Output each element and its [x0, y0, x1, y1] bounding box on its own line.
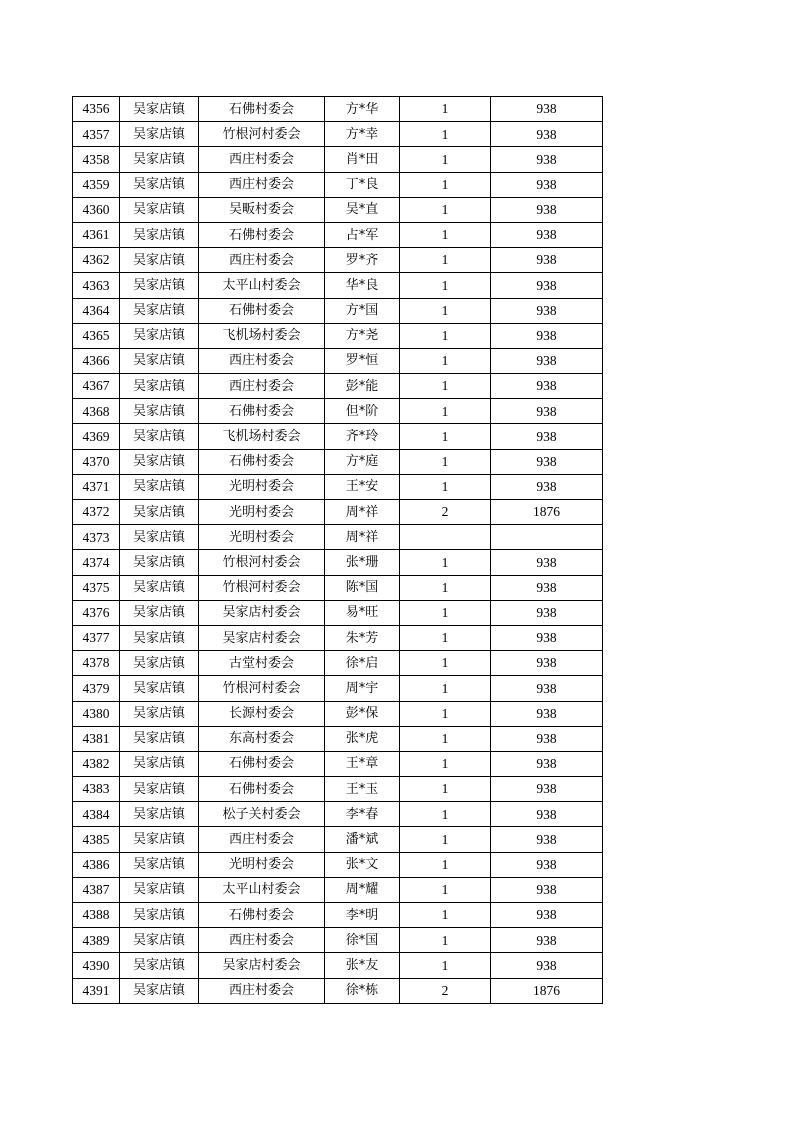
cell-count: 1: [400, 122, 491, 147]
table-row: [73, 449, 603, 474]
cell-count: 1: [400, 777, 491, 802]
cell-name: 丁*良: [325, 172, 400, 197]
table-row: [73, 903, 603, 928]
cell-id: 4366: [73, 348, 120, 373]
cell-count: 1: [400, 676, 491, 701]
cell-town: 吴家店镇: [120, 172, 199, 197]
cell-village: 竹根河村委会: [199, 676, 325, 701]
data-table: [72, 96, 603, 1004]
cell-name: 肖*田: [325, 147, 400, 172]
cell-town: 吴家店镇: [120, 323, 199, 348]
cell-id: 4390: [73, 953, 120, 978]
cell-amount: 938: [491, 298, 603, 323]
cell-name: 李*明: [325, 903, 400, 928]
cell-town: 吴家店镇: [120, 449, 199, 474]
cell-id: 4385: [73, 827, 120, 852]
table-row: [73, 273, 603, 298]
cell-amount: 938: [491, 751, 603, 776]
cell-village: 西庄村委会: [199, 827, 325, 852]
cell-id: 4356: [73, 97, 120, 122]
cell-name: 罗*恒: [325, 348, 400, 373]
cell-town: 吴家店镇: [120, 474, 199, 499]
cell-town: 吴家店镇: [120, 197, 199, 222]
cell-town: 吴家店镇: [120, 701, 199, 726]
cell-id: 4371: [73, 474, 120, 499]
cell-count: 1: [400, 197, 491, 222]
cell-id: 4360: [73, 197, 120, 222]
cell-count: 1: [400, 298, 491, 323]
cell-count: 1: [400, 751, 491, 776]
cell-count: 1: [400, 903, 491, 928]
cell-id: 4373: [73, 525, 120, 550]
cell-town: 吴家店镇: [120, 550, 199, 575]
cell-id: 4380: [73, 701, 120, 726]
cell-id: 4389: [73, 928, 120, 953]
cell-amount: 938: [491, 903, 603, 928]
cell-name: 潘*斌: [325, 827, 400, 852]
table-row: [73, 827, 603, 852]
cell-count: 2: [400, 500, 491, 525]
cell-name: 王*玉: [325, 777, 400, 802]
cell-town: 吴家店镇: [120, 525, 199, 550]
cell-count: 1: [400, 827, 491, 852]
cell-amount: 938: [491, 928, 603, 953]
cell-amount: 938: [491, 147, 603, 172]
cell-count: 1: [400, 374, 491, 399]
cell-count: [400, 525, 491, 550]
cell-village: 飞机场村委会: [199, 424, 325, 449]
cell-name: 易*旺: [325, 600, 400, 625]
cell-amount: 938: [491, 953, 603, 978]
cell-name: 占*军: [325, 222, 400, 247]
cell-id: 4374: [73, 550, 120, 575]
table-row: [73, 751, 603, 776]
table-row: [73, 600, 603, 625]
cell-name: 方*庭: [325, 449, 400, 474]
cell-amount: 938: [491, 827, 603, 852]
cell-count: 1: [400, 273, 491, 298]
cell-count: 1: [400, 852, 491, 877]
cell-name: 罗*齐: [325, 248, 400, 273]
cell-name: 王*章: [325, 751, 400, 776]
cell-town: 吴家店镇: [120, 248, 199, 273]
cell-town: 吴家店镇: [120, 676, 199, 701]
table-row: [73, 500, 603, 525]
cell-amount: 938: [491, 172, 603, 197]
cell-village: 石佛村委会: [199, 903, 325, 928]
cell-id: 4368: [73, 399, 120, 424]
cell-amount: 938: [491, 550, 603, 575]
cell-count: 2: [400, 978, 491, 1003]
cell-count: 1: [400, 575, 491, 600]
cell-town: 吴家店镇: [120, 97, 199, 122]
cell-village: 石佛村委会: [199, 298, 325, 323]
cell-name: 张*友: [325, 953, 400, 978]
cell-town: 吴家店镇: [120, 852, 199, 877]
cell-id: 4379: [73, 676, 120, 701]
table-row: [73, 676, 603, 701]
cell-id: 4375: [73, 575, 120, 600]
cell-id: 4367: [73, 374, 120, 399]
cell-town: 吴家店镇: [120, 903, 199, 928]
cell-id: 4359: [73, 172, 120, 197]
cell-village: 太平山村委会: [199, 273, 325, 298]
table-row: [73, 625, 603, 650]
cell-amount: 938: [491, 222, 603, 247]
cell-count: 1: [400, 97, 491, 122]
cell-name: 彭*保: [325, 701, 400, 726]
cell-town: 吴家店镇: [120, 751, 199, 776]
cell-name: 华*良: [325, 273, 400, 298]
table-row: [73, 550, 603, 575]
cell-amount: 938: [491, 424, 603, 449]
table-row: [73, 97, 603, 122]
cell-id: 4386: [73, 852, 120, 877]
cell-town: 吴家店镇: [120, 298, 199, 323]
cell-village: 石佛村委会: [199, 449, 325, 474]
cell-amount: 938: [491, 348, 603, 373]
cell-id: 4363: [73, 273, 120, 298]
cell-id: 4358: [73, 147, 120, 172]
cell-village: 石佛村委会: [199, 97, 325, 122]
cell-town: 吴家店镇: [120, 877, 199, 902]
table-row: [73, 424, 603, 449]
cell-town: 吴家店镇: [120, 978, 199, 1003]
cell-town: 吴家店镇: [120, 953, 199, 978]
table-row: [73, 348, 603, 373]
cell-town: 吴家店镇: [120, 222, 199, 247]
cell-town: 吴家店镇: [120, 348, 199, 373]
cell-village: 吴家店村委会: [199, 625, 325, 650]
cell-name: 齐*玲: [325, 424, 400, 449]
cell-village: 西庄村委会: [199, 248, 325, 273]
cell-town: 吴家店镇: [120, 399, 199, 424]
cell-town: 吴家店镇: [120, 802, 199, 827]
table-row: [73, 122, 603, 147]
cell-id: 4357: [73, 122, 120, 147]
table-row: [73, 651, 603, 676]
cell-name: 但*阶: [325, 399, 400, 424]
cell-amount: 938: [491, 97, 603, 122]
cell-village: 石佛村委会: [199, 751, 325, 776]
cell-count: 1: [400, 877, 491, 902]
cell-village: 吴畈村委会: [199, 197, 325, 222]
cell-village: 吴家店村委会: [199, 953, 325, 978]
table-row: [73, 525, 603, 550]
cell-id: 4364: [73, 298, 120, 323]
cell-village: 东高村委会: [199, 726, 325, 751]
cell-amount: 938: [491, 575, 603, 600]
cell-amount: 938: [491, 676, 603, 701]
cell-count: 1: [400, 600, 491, 625]
cell-count: 1: [400, 323, 491, 348]
cell-count: 1: [400, 651, 491, 676]
cell-amount: 938: [491, 651, 603, 676]
cell-id: 4369: [73, 424, 120, 449]
cell-count: 1: [400, 248, 491, 273]
table-row: [73, 147, 603, 172]
table-row: [73, 953, 603, 978]
cell-village: 石佛村委会: [199, 777, 325, 802]
cell-amount: 938: [491, 802, 603, 827]
cell-id: 4381: [73, 726, 120, 751]
cell-name: 李*春: [325, 802, 400, 827]
cell-village: 西庄村委会: [199, 928, 325, 953]
cell-amount: 1876: [491, 978, 603, 1003]
cell-amount: 938: [491, 600, 603, 625]
cell-id: 4387: [73, 877, 120, 902]
cell-village: 光明村委会: [199, 474, 325, 499]
cell-amount: 938: [491, 701, 603, 726]
cell-town: 吴家店镇: [120, 625, 199, 650]
table-row: [73, 374, 603, 399]
cell-name: 方*国: [325, 298, 400, 323]
cell-village: 石佛村委会: [199, 399, 325, 424]
cell-town: 吴家店镇: [120, 424, 199, 449]
cell-amount: 938: [491, 323, 603, 348]
cell-amount: 938: [491, 852, 603, 877]
cell-id: 4391: [73, 978, 120, 1003]
cell-village: 光明村委会: [199, 525, 325, 550]
cell-count: 1: [400, 424, 491, 449]
cell-name: 方*华: [325, 97, 400, 122]
cell-name: 吴*直: [325, 197, 400, 222]
cell-amount: 938: [491, 399, 603, 424]
cell-amount: 938: [491, 777, 603, 802]
cell-id: 4378: [73, 651, 120, 676]
cell-town: 吴家店镇: [120, 575, 199, 600]
cell-id: 4384: [73, 802, 120, 827]
cell-count: 1: [400, 172, 491, 197]
cell-count: 1: [400, 701, 491, 726]
cell-name: 周*耀: [325, 877, 400, 902]
cell-count: 1: [400, 953, 491, 978]
table-row: [73, 399, 603, 424]
cell-amount: 938: [491, 248, 603, 273]
cell-id: 4377: [73, 625, 120, 650]
cell-town: 吴家店镇: [120, 122, 199, 147]
cell-name: 周*祥: [325, 525, 400, 550]
cell-amount: 938: [491, 122, 603, 147]
table-body: [73, 97, 603, 1004]
cell-amount: 938: [491, 625, 603, 650]
cell-count: 1: [400, 550, 491, 575]
cell-name: 张*虎: [325, 726, 400, 751]
cell-id: 4383: [73, 777, 120, 802]
cell-village: 西庄村委会: [199, 374, 325, 399]
cell-town: 吴家店镇: [120, 500, 199, 525]
cell-village: 古堂村委会: [199, 651, 325, 676]
table-row: [73, 928, 603, 953]
cell-village: 竹根河村委会: [199, 550, 325, 575]
cell-count: 1: [400, 802, 491, 827]
cell-amount: 1876: [491, 500, 603, 525]
table-row: [73, 474, 603, 499]
cell-name: 徐*启: [325, 651, 400, 676]
table-row: [73, 802, 603, 827]
cell-village: 太平山村委会: [199, 877, 325, 902]
cell-town: 吴家店镇: [120, 651, 199, 676]
cell-id: 4376: [73, 600, 120, 625]
cell-village: 西庄村委会: [199, 172, 325, 197]
cell-name: 彭*能: [325, 374, 400, 399]
table-row: [73, 877, 603, 902]
table-row: [73, 852, 603, 877]
table-row: [73, 978, 603, 1003]
cell-amount: 938: [491, 474, 603, 499]
table-row: [73, 172, 603, 197]
cell-name: 方*幸: [325, 122, 400, 147]
cell-amount: 938: [491, 374, 603, 399]
cell-count: 1: [400, 928, 491, 953]
cell-village: 竹根河村委会: [199, 575, 325, 600]
cell-town: 吴家店镇: [120, 827, 199, 852]
cell-town: 吴家店镇: [120, 147, 199, 172]
cell-id: 4370: [73, 449, 120, 474]
cell-village: 西庄村委会: [199, 147, 325, 172]
cell-name: 方*尧: [325, 323, 400, 348]
cell-village: 光明村委会: [199, 500, 325, 525]
table-row: [73, 777, 603, 802]
cell-amount: 938: [491, 273, 603, 298]
cell-village: 西庄村委会: [199, 348, 325, 373]
table-row: [73, 323, 603, 348]
cell-amount: 938: [491, 877, 603, 902]
cell-count: 1: [400, 348, 491, 373]
cell-village: 吴家店村委会: [199, 600, 325, 625]
cell-id: 4361: [73, 222, 120, 247]
cell-name: 徐*国: [325, 928, 400, 953]
cell-id: 4365: [73, 323, 120, 348]
cell-town: 吴家店镇: [120, 600, 199, 625]
cell-name: 陈*国: [325, 575, 400, 600]
cell-count: 1: [400, 222, 491, 247]
cell-village: 西庄村委会: [199, 978, 325, 1003]
cell-village: 石佛村委会: [199, 222, 325, 247]
table-row: [73, 197, 603, 222]
cell-amount: 938: [491, 449, 603, 474]
cell-village: 松子关村委会: [199, 802, 325, 827]
cell-town: 吴家店镇: [120, 726, 199, 751]
table-row: [73, 575, 603, 600]
cell-town: 吴家店镇: [120, 273, 199, 298]
cell-amount: [491, 525, 603, 550]
table-row: [73, 298, 603, 323]
cell-count: 1: [400, 147, 491, 172]
cell-name: 朱*芳: [325, 625, 400, 650]
cell-name: 周*宇: [325, 676, 400, 701]
cell-id: 4372: [73, 500, 120, 525]
table-row: [73, 701, 603, 726]
cell-count: 1: [400, 474, 491, 499]
cell-amount: 938: [491, 197, 603, 222]
cell-name: 王*安: [325, 474, 400, 499]
cell-name: 周*祥: [325, 500, 400, 525]
cell-village: 飞机场村委会: [199, 323, 325, 348]
cell-name: 徐*栋: [325, 978, 400, 1003]
cell-id: 4382: [73, 751, 120, 776]
cell-town: 吴家店镇: [120, 374, 199, 399]
cell-name: 张*文: [325, 852, 400, 877]
cell-count: 1: [400, 726, 491, 751]
cell-count: 1: [400, 449, 491, 474]
cell-town: 吴家店镇: [120, 928, 199, 953]
cell-town: 吴家店镇: [120, 777, 199, 802]
cell-village: 光明村委会: [199, 852, 325, 877]
table-row: [73, 248, 603, 273]
cell-count: 1: [400, 399, 491, 424]
cell-id: 4362: [73, 248, 120, 273]
cell-id: 4388: [73, 903, 120, 928]
table-row: [73, 726, 603, 751]
cell-name: 张*珊: [325, 550, 400, 575]
table-row: [73, 222, 603, 247]
cell-count: 1: [400, 625, 491, 650]
cell-village: 竹根河村委会: [199, 122, 325, 147]
cell-amount: 938: [491, 726, 603, 751]
cell-village: 长源村委会: [199, 701, 325, 726]
